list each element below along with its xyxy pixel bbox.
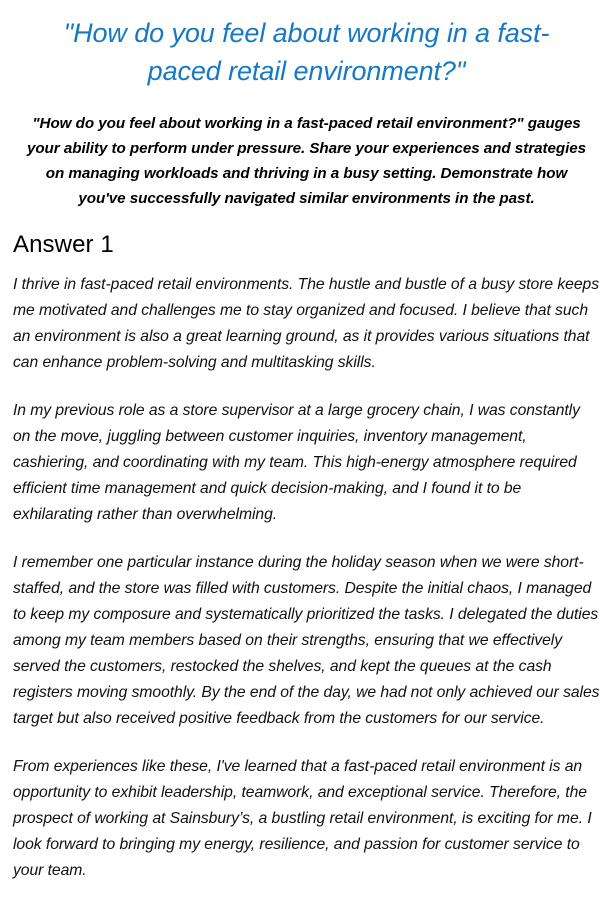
answer-paragraph: In my previous role as a store supervisor at a large grocery chain, I was constantly on the move, juggling between customer inquiries, inventory management, cashiering, and coordinating with my team. This high-energy atmosphere required efficient time management and quick decision-making, and I found it to be exhilarating rather than overwhelming.: [13, 402, 580, 523]
answer-paragraph: I remember one particular instance during the holiday season when we were short-staffed, and the store was filled with customers. Despite the initial chaos, I managed to keep my composure and systematically prioritized the tasks. I delegated the duties among my team members based on their strengths, ensuring that we effectively served the customers, restocked the shelves, and kept the queues at the cash registers moving smoothly. By the end of the day, we had not only achieved our sales target but also received positive feedback from the customers for our service.: [13, 554, 600, 727]
question-description: "How do you feel about working in a fast-paced retail environment?" gauges your ability to perform under pressure. Share your experiences and strategies on managing workloads and thriving in a busy setting. Demonstrate how you've successfully navigated similar environments in the past.: [26, 115, 587, 207]
answer-body: [13, 260, 600, 884]
page-title: "How do you feel about working in a fast-paced retail environment?": [63, 18, 550, 86]
answer-paragraph: I thrive in fast-paced retail environments. The hustle and bustle of a busy store keeps me motivated and challenges me to stay organized and focused. I believe that such an environment is also a great learning ground, as it provides various situations that can enhance problem-solving and multitasking skills.: [13, 276, 599, 371]
answer-paragraph: From experiences like these, I've learned that a fast-paced retail environment is an opportunity to exhibit leadership, teamwork, and exceptional service. Therefore, the prospect of working at Sainsbury’s, a bustling retail environment, is exciting for me. I look forward to bringing my energy, resilience, and passion for customer service to your team.: [13, 758, 592, 879]
answer-heading: Answer 1: [13, 231, 114, 258]
